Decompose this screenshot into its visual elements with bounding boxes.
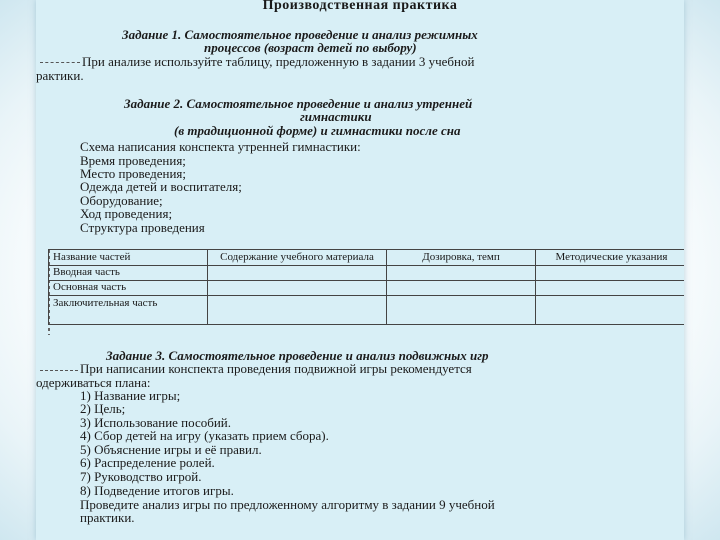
table-header-cell: Название частей — [49, 250, 208, 266]
table-cell — [387, 296, 536, 325]
task2-heading-line2: гимнастики — [300, 109, 372, 124]
task2-item: Одежда детей и воспитателя; — [80, 179, 242, 194]
table-cell — [208, 266, 387, 281]
task3-heading: Задание 3. Самостоятельное проведение и анализ подвижных игр — [106, 348, 489, 363]
task2-heading-line3: (в традиционной форме) и гимнастики после сна — [174, 123, 461, 138]
task3-text-line1: При написании конспекта проведения подвижной игры рекомендуется — [80, 361, 472, 376]
table-header-row — [49, 250, 685, 266]
task1-heading-line2: процессов (возраст детей по выбору) — [204, 40, 417, 55]
task1-heading-line1: Задание 1. Самостоятельное проведение и анализ режимных — [122, 27, 478, 42]
indent-dashes — [40, 62, 80, 63]
table-cell — [208, 296, 387, 325]
gymnastics-plan-table — [48, 249, 684, 325]
task3-text-line2: одерживаться плана: — [36, 375, 151, 390]
table-row — [49, 281, 685, 296]
task3-item: 2) Цель; — [80, 401, 126, 416]
table-header-cell: Методические указания — [536, 250, 685, 266]
document-page — [36, 0, 684, 540]
task1-text-line1: При анализе используйте таблицу, предложенную в задании 3 учебной — [82, 54, 475, 69]
table-cell — [387, 266, 536, 281]
table-cell — [536, 296, 685, 325]
task3-item: 8) Подведение итогов игры. — [80, 483, 234, 498]
task3-closing-line2: практики. — [80, 510, 135, 525]
task2-item: Время проведения; — [80, 153, 186, 168]
page-title: Производственная практика — [262, 0, 458, 13]
indent-dashes — [40, 370, 78, 371]
task2-item: Оборудование; — [80, 193, 163, 208]
task3-item: 6) Распределение ролей. — [80, 455, 215, 470]
task2-item: Структура проведения — [80, 220, 205, 235]
table-cell — [536, 281, 685, 296]
table-cell — [208, 281, 387, 296]
table-cell: Основная часть — [49, 281, 208, 296]
task2-schema-title: Схема написания конспекта утренней гимнастики: — [80, 139, 361, 154]
task1-text-line2: рактики. — [36, 68, 84, 83]
table-header-cell: Содержание учебного материала — [208, 250, 387, 266]
task2-heading-line1: Задание 2. Самостоятельное проведение и анализ утренней — [124, 96, 473, 111]
task3-item: 1) Название игры; — [80, 388, 181, 403]
task2-item: Место проведения; — [80, 166, 187, 181]
task3-item: 5) Объяснение игры и её правил. — [80, 442, 262, 457]
table-cell — [536, 266, 685, 281]
table-row — [49, 296, 685, 325]
table-row — [49, 266, 685, 281]
task3-item: 4) Сбор детей на игру (указать прием сбора). — [80, 428, 329, 443]
task2-item: Ход проведения; — [80, 206, 173, 221]
table-cell: Вводная часть — [49, 266, 208, 281]
task3-closing-line1: Проведите анализ игры по предложенному алгоритму в задании 9 учебной — [80, 497, 495, 512]
table-cell: Заключительная часть — [49, 296, 208, 325]
table-header-cell: Дозировка, темп — [387, 250, 536, 266]
task3-item: 7) Руководство игрой. — [80, 469, 202, 484]
task3-item: 3) Использование пособий. — [80, 415, 231, 430]
table-cell — [387, 281, 536, 296]
